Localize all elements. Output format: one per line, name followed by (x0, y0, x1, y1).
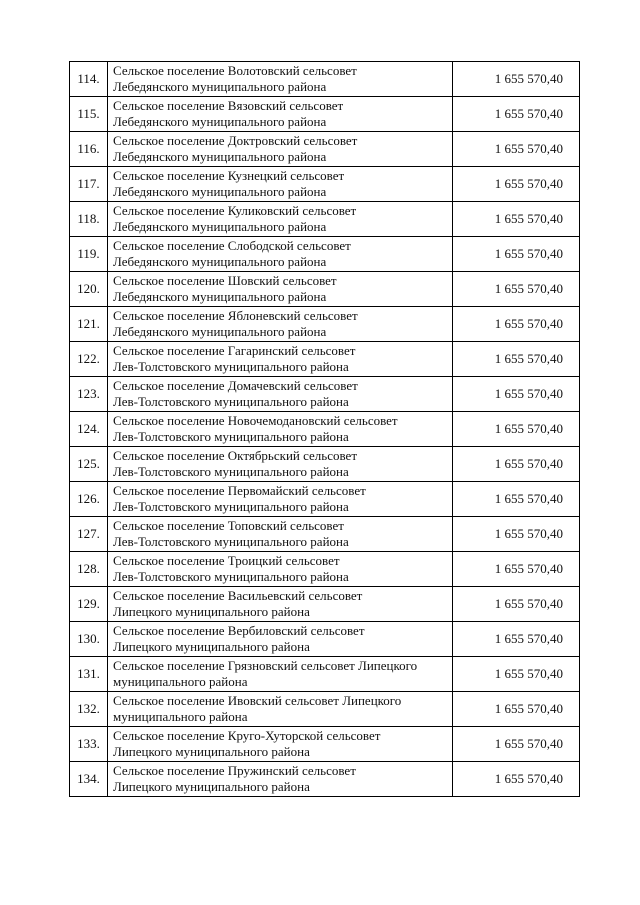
settlement-name (108, 62, 453, 97)
table-row (70, 377, 580, 412)
row-number: 128. (70, 552, 108, 587)
amount-value: 1 655 570,40 (453, 167, 580, 202)
settlement-name-line2: Лев-Толстовского муниципального района (113, 569, 349, 584)
settlement-name-line2: Лебедянского муниципального района (113, 79, 327, 94)
settlement-name-line2: Липецкого муниципального района (113, 639, 310, 654)
table-row (70, 272, 580, 307)
row-number: 129. (70, 587, 108, 622)
amount-value: 1 655 570,40 (453, 377, 580, 412)
settlement-name-line1: Сельское поселение Новочемодановский сельсовет (113, 413, 398, 428)
settlement-name-line1: Сельское поселение Васильевский сельсовет (113, 588, 363, 603)
row-number: 124. (70, 412, 108, 447)
row-number: 126. (70, 482, 108, 517)
settlement-name (108, 447, 453, 482)
settlement-name-line1: Сельское поселение Вязовский сельсовет (113, 98, 344, 113)
row-number: 116. (70, 132, 108, 167)
settlement-name-line1: Сельское поселение Доктровский сельсовет (113, 133, 358, 148)
amount-value: 1 655 570,40 (453, 727, 580, 762)
settlement-name-line1: Сельское поселение Волотовский сельсовет (113, 63, 357, 78)
table-row (70, 132, 580, 167)
table-row (70, 727, 580, 762)
settlement-name (108, 587, 453, 622)
amount-value: 1 655 570,40 (453, 237, 580, 272)
amount-value: 1 655 570,40 (453, 307, 580, 342)
amount-value: 1 655 570,40 (453, 692, 580, 727)
settlement-name-line2: Лев-Толстовского муниципального района (113, 394, 349, 409)
table-row (70, 342, 580, 377)
row-number: 117. (70, 167, 108, 202)
table-row (70, 307, 580, 342)
amount-value: 1 655 570,40 (453, 97, 580, 132)
settlement-name-line2: муниципального района (113, 709, 248, 724)
settlement-name-line2: Лебедянского муниципального района (113, 324, 327, 339)
row-number: 115. (70, 97, 108, 132)
settlement-name (108, 342, 453, 377)
settlement-name-line1: Сельское поселение Гагаринский сельсовет (113, 343, 356, 358)
row-number: 119. (70, 237, 108, 272)
settlement-name-line2: Лебедянского муниципального района (113, 114, 327, 129)
settlement-name (108, 622, 453, 657)
amount-value: 1 655 570,40 (453, 342, 580, 377)
settlement-name (108, 167, 453, 202)
settlement-name (108, 657, 453, 692)
settlement-name-line1: Сельское поселение Грязновский сельсовет Липецкого (113, 658, 418, 673)
settlement-name-line2: Лебедянского муниципального района (113, 149, 327, 164)
settlement-name-line2: Лев-Толстовского муниципального района (113, 534, 349, 549)
settlement-name-line1: Сельское поселение Октябрьский сельсовет (113, 448, 358, 463)
settlement-name (108, 692, 453, 727)
settlement-name (108, 237, 453, 272)
settlement-name-line2: Лев-Толстовского муниципального района (113, 499, 349, 514)
amount-value: 1 655 570,40 (453, 202, 580, 237)
table-row (70, 552, 580, 587)
settlement-name (108, 202, 453, 237)
settlement-name (108, 97, 453, 132)
settlement-name-line1: Сельское поселение Пружинский сельсовет (113, 763, 356, 778)
settlement-name (108, 272, 453, 307)
settlement-name-line2: Лебедянского муниципального района (113, 184, 327, 199)
amount-value: 1 655 570,40 (453, 272, 580, 307)
settlement-name-line2: Липецкого муниципального района (113, 779, 310, 794)
settlement-name-line2: муниципального района (113, 674, 248, 689)
row-number: 132. (70, 692, 108, 727)
table-row (70, 622, 580, 657)
settlement-name-line1: Сельское поселение Первомайский сельсовет (113, 483, 366, 498)
settlement-name-line2: Лебедянского муниципального района (113, 289, 327, 304)
settlement-name-line2: Лев-Толстовского муниципального района (113, 429, 349, 444)
row-number: 121. (70, 307, 108, 342)
settlement-name-line1: Сельское поселение Шовский сельсовет (113, 273, 337, 288)
table-row (70, 412, 580, 447)
settlement-name (108, 552, 453, 587)
settlement-name-line2: Липецкого муниципального района (113, 604, 310, 619)
table-row (70, 447, 580, 482)
table-row (70, 202, 580, 237)
amount-value: 1 655 570,40 (453, 622, 580, 657)
row-number: 122. (70, 342, 108, 377)
row-number: 125. (70, 447, 108, 482)
settlement-name-line1: Сельское поселение Яблоневский сельсовет (113, 308, 358, 323)
settlement-name-line1: Сельское поселение Ивовский сельсовет Липецкого (113, 693, 402, 708)
amount-value: 1 655 570,40 (453, 762, 580, 797)
settlement-name-line1: Сельское поселение Топовский сельсовет (113, 518, 344, 533)
allocation-table-body (70, 62, 580, 797)
amount-value: 1 655 570,40 (453, 132, 580, 167)
amount-value: 1 655 570,40 (453, 657, 580, 692)
settlement-name (108, 307, 453, 342)
settlement-name-line1: Сельское поселение Домачевский сельсовет (113, 378, 358, 393)
settlement-name-line2: Липецкого муниципального района (113, 744, 310, 759)
settlement-name-line1: Сельское поселение Слободской сельсовет (113, 238, 351, 253)
row-number: 118. (70, 202, 108, 237)
table-row (70, 237, 580, 272)
settlement-name-line2: Лев-Толстовского муниципального района (113, 464, 349, 479)
table-row (70, 167, 580, 202)
amount-value: 1 655 570,40 (453, 62, 580, 97)
settlement-name-line2: Лебедянского муниципального района (113, 254, 327, 269)
table-row (70, 657, 580, 692)
settlement-name (108, 377, 453, 412)
allocation-table (69, 61, 580, 797)
row-number: 123. (70, 377, 108, 412)
amount-value: 1 655 570,40 (453, 552, 580, 587)
settlement-name-line2: Лебедянского муниципального района (113, 219, 327, 234)
settlement-name-line1: Сельское поселение Вербиловский сельсовет (113, 623, 365, 638)
row-number: 127. (70, 517, 108, 552)
settlement-name (108, 132, 453, 167)
settlement-name (108, 482, 453, 517)
row-number: 130. (70, 622, 108, 657)
row-number: 133. (70, 727, 108, 762)
table-row (70, 762, 580, 797)
settlement-name-line1: Сельское поселение Кузнецкий сельсовет (113, 168, 345, 183)
row-number: 114. (70, 62, 108, 97)
table-row (70, 97, 580, 132)
amount-value: 1 655 570,40 (453, 412, 580, 447)
amount-value: 1 655 570,40 (453, 587, 580, 622)
settlement-name-line1: Сельское поселение Куликовский сельсовет (113, 203, 357, 218)
settlement-name-line1: Сельское поселение Троицкий сельсовет (113, 553, 340, 568)
settlement-name (108, 412, 453, 447)
settlement-name-line1: Сельское поселение Круго-Хуторской сельсовет (113, 728, 381, 743)
row-number: 131. (70, 657, 108, 692)
amount-value: 1 655 570,40 (453, 447, 580, 482)
settlement-name (108, 517, 453, 552)
amount-value: 1 655 570,40 (453, 517, 580, 552)
row-number: 120. (70, 272, 108, 307)
table-row (70, 692, 580, 727)
settlement-name-line2: Лев-Толстовского муниципального района (113, 359, 349, 374)
table-row (70, 482, 580, 517)
table-row (70, 587, 580, 622)
row-number: 134. (70, 762, 108, 797)
amount-value: 1 655 570,40 (453, 482, 580, 517)
table-row (70, 62, 580, 97)
settlement-name (108, 762, 453, 797)
settlement-name (108, 727, 453, 762)
table-row (70, 517, 580, 552)
